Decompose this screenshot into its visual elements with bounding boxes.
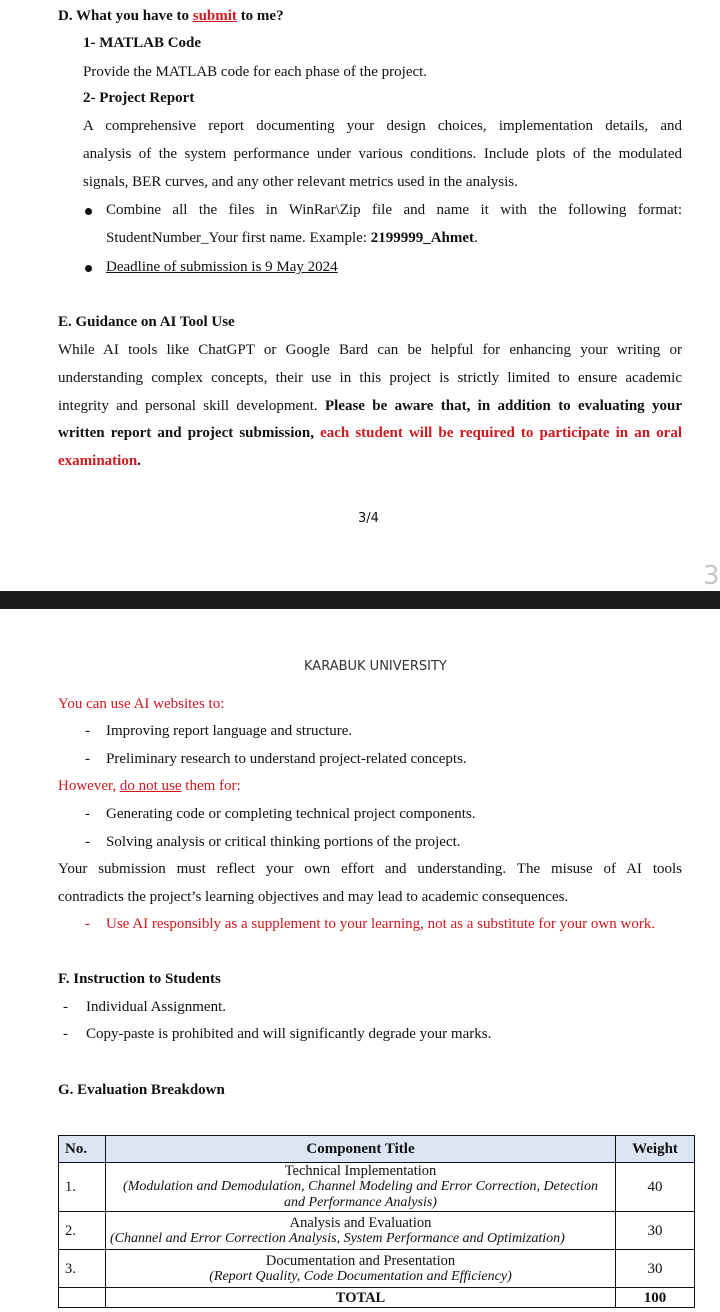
instruction-item-2: Copy-paste is prohibited and will significantly degrade your marks. xyxy=(86,1026,492,1042)
page-separator xyxy=(0,591,720,609)
row-number: 2. xyxy=(59,1212,106,1250)
dash-icon: - xyxy=(85,834,90,850)
ai-guidance-line-3 xyxy=(58,398,682,415)
total-value: 100 xyxy=(616,1288,695,1308)
filename-example: 2199999_Ahmet xyxy=(370,230,475,246)
row-weight: 30 xyxy=(616,1250,695,1288)
combine-files-line-1: Combine all the files in WinRar\Zip file and name it with the following format: xyxy=(106,202,682,218)
row-weight: 30 xyxy=(616,1212,695,1250)
page-number: 3/4 xyxy=(358,511,379,526)
table-row xyxy=(59,1163,695,1212)
ai-guidance-line-4 xyxy=(58,425,682,442)
ai-use-item-1: Improving report language and structure. xyxy=(106,723,353,739)
edge-page-number: 3 xyxy=(703,561,720,591)
section-d-heading xyxy=(58,8,284,25)
project-report-line-3: signals, BER curves, and any other relevant metrics used in the analysis. xyxy=(83,174,518,190)
row-detail: (Report Quality, Code Documentation and Efficiency) xyxy=(209,1268,512,1284)
ai-guidance-line-3-bold: Please be aware that, in addition to evaluating your xyxy=(324,398,682,414)
reflect-line-1: Your submission must reflect your own effort and understanding. The misuse of AI tools xyxy=(58,861,682,877)
table-row xyxy=(59,1250,695,1288)
project-report-line-2: analysis of the system performance under various conditions. Include plots of the modulated xyxy=(83,146,682,162)
ai-not-heading xyxy=(58,778,241,795)
row-detail: (Channel and Error Correction Analysis, System Performance and Optimization) xyxy=(110,1230,565,1246)
section-g-heading: G. Evaluation Breakdown xyxy=(58,1082,225,1098)
table-row xyxy=(59,1212,695,1250)
submit-link[interactable]: submit xyxy=(192,8,237,24)
matlab-code-text: Provide the MATLAB code for each phase of the project. xyxy=(83,64,428,80)
row-title: Documentation and Presentation xyxy=(265,1252,456,1269)
total-empty-cell xyxy=(59,1288,106,1308)
oral-exam-word: examination xyxy=(58,453,138,469)
ai-guidance-line-3-pre: integrity and personal skill development. xyxy=(58,398,325,414)
matlab-code-title: 1- MATLAB Code xyxy=(83,35,202,51)
dash-icon: - xyxy=(85,916,90,932)
combine-files-pre: StudentNumber_Your first name. Example: xyxy=(106,230,371,246)
header-weight: Weight xyxy=(616,1136,695,1163)
project-report-line-1: A comprehensive report documenting your design choices, implementation details, and xyxy=(83,118,682,134)
ai-use-heading: You can use AI websites to: xyxy=(58,696,225,712)
row-weight: 40 xyxy=(616,1163,695,1212)
row-title: Analysis and Evaluation xyxy=(289,1214,432,1231)
bullet-icon xyxy=(85,208,92,215)
header-no: No. xyxy=(59,1136,106,1163)
section-d-heading-post: to me? xyxy=(236,8,284,24)
row-number: 3. xyxy=(59,1250,106,1288)
row-component xyxy=(106,1163,616,1212)
dash-icon: - xyxy=(63,999,68,1015)
table-header-row xyxy=(59,1136,695,1163)
ai-guidance-line-5 xyxy=(58,453,141,470)
bullet-icon xyxy=(85,265,92,272)
do-not-use-text: do not use xyxy=(119,778,182,794)
responsible-use: Use AI responsibly as a supplement to your learning, not as a substitute for your own work. xyxy=(106,916,656,932)
row-component xyxy=(106,1250,616,1288)
ai-guidance-line-4-bold: written report and project submission, xyxy=(58,425,321,441)
ai-not-item-1: Generating code or completing technical project components. xyxy=(106,806,476,822)
row-title: Technical Implementation xyxy=(284,1163,437,1179)
ai-use-item-2: Preliminary research to understand project-related concepts. xyxy=(106,751,467,767)
row-number: 1. xyxy=(59,1163,106,1212)
ai-guidance-line-1: While AI tools like ChatGPT or Google Bard can be helpful for enhancing your writing or xyxy=(58,342,682,358)
ai-not-pre: However, xyxy=(58,778,120,794)
header-component-title: Component Title xyxy=(106,1136,616,1163)
deadline-text: Deadline of submission is 9 May 2024 xyxy=(106,259,338,275)
section-f-heading: F. Instruction to Students xyxy=(58,971,221,987)
instruction-item-1: Individual Assignment. xyxy=(86,999,226,1015)
ai-guidance-line-2: understanding complex concepts, their use in this project is strictly limited to ensure academic xyxy=(58,370,682,386)
university-header: KARABUK UNIVERSITY xyxy=(304,659,447,674)
ai-not-item-2: Solving analysis or critical thinking portions of the project. xyxy=(106,834,461,850)
section-d-heading-pre: D. What you have to xyxy=(58,8,193,24)
ai-guidance-line-5-post: . xyxy=(137,453,141,469)
dash-icon: - xyxy=(85,723,90,739)
row-detail: (Modulation and Demodulation, Channel Modeling and Error Correction, Detection xyxy=(123,1179,598,1194)
combine-files-post: . xyxy=(474,230,478,246)
evaluation-table xyxy=(58,1135,695,1308)
table-total-row xyxy=(59,1288,695,1308)
project-report-title: 2- Project Report xyxy=(83,90,195,106)
ai-not-post: them for: xyxy=(181,778,241,794)
section-e-heading: E. Guidance on AI Tool Use xyxy=(58,314,235,330)
dash-icon: - xyxy=(85,751,90,767)
row-component xyxy=(106,1212,616,1250)
dash-icon: - xyxy=(63,1026,68,1042)
reflect-line-2: contradicts the project’s learning objectives and may lead to academic consequences. xyxy=(58,889,569,905)
combine-files-line-2 xyxy=(106,230,478,247)
oral-exam-warning: each student will be required to participate in an oral xyxy=(320,425,682,441)
dash-icon: - xyxy=(85,806,90,822)
total-label: TOTAL xyxy=(106,1288,616,1308)
row-detail: and Performance Analysis) xyxy=(284,1195,437,1210)
